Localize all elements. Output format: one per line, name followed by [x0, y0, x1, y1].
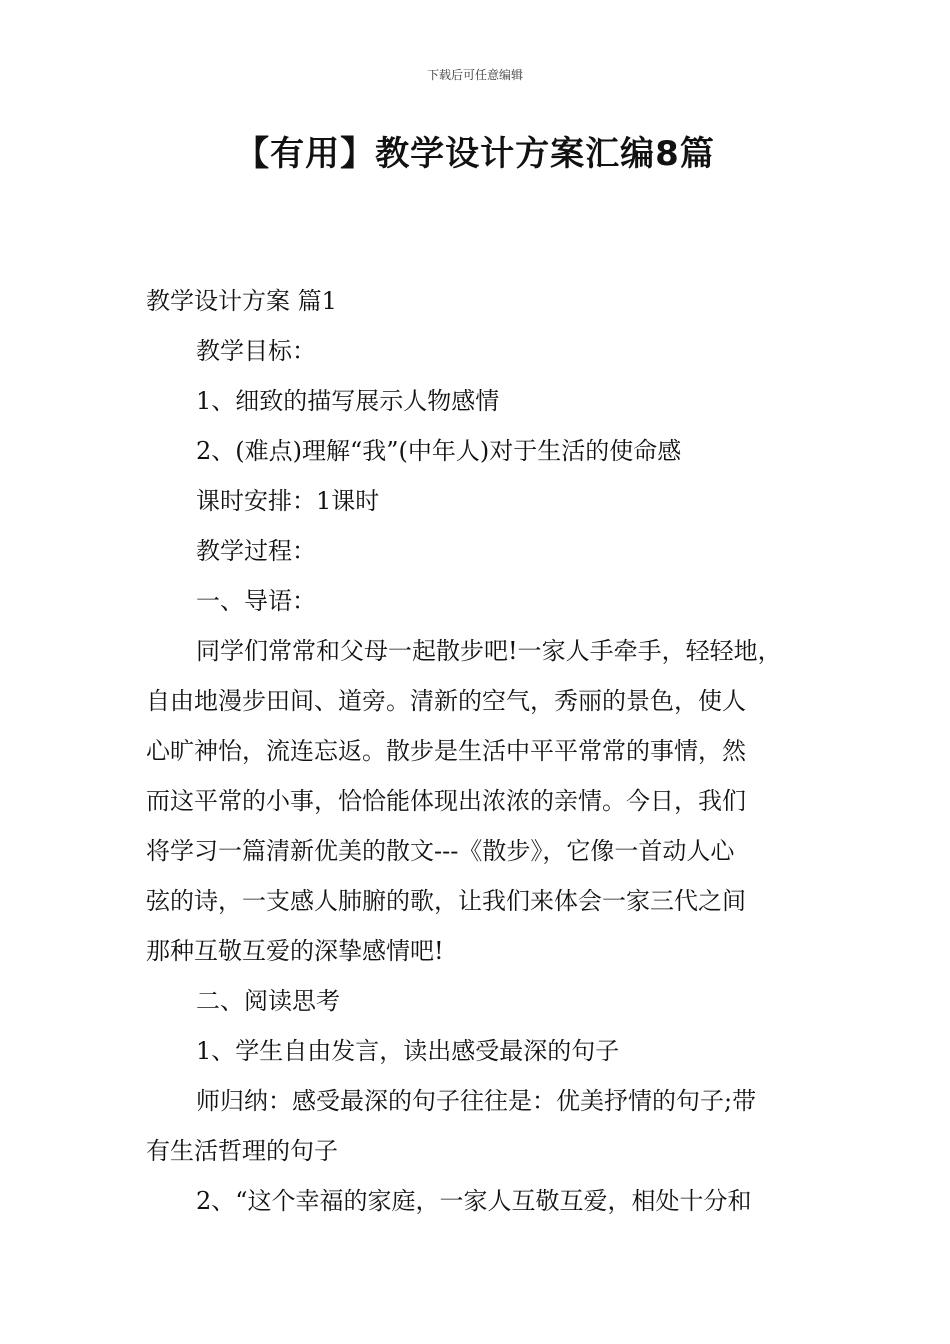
paragraph-line: 师归纳：感受最深的句子往往是：优美抒情的句子;带 [196, 1087, 757, 1115]
paragraph-line: 弦的诗，一支感人肺腑的歌，让我们来体会一家三代之间 [146, 887, 746, 915]
paragraph-line: 1、学生自由发言，读出感受最深的句子 [196, 1037, 620, 1065]
paragraph-line: 1、细致的描写展示人物感情 [196, 387, 500, 415]
paragraph-line: 二、阅读思考 [196, 987, 340, 1015]
paragraph-line: 自由地漫步田间、道旁。清新的空气，秀丽的景色，使人 [146, 687, 746, 715]
paragraph-line: 2、“这个幸福的家庭，一家人互敬互爱，相处十分和 [196, 1187, 752, 1215]
document-body [146, 276, 816, 1226]
paragraph-line: 心旷神怡，流连忘返。散步是生活中平平常常的事情，然 [146, 737, 746, 765]
paragraph-line: 而这平常的小事，恰恰能体现出浓浓的亲情。今日，我们 [146, 787, 746, 815]
paragraph-line: 同学们常常和父母一起散步吧!一家人手牵手，轻轻地， [196, 637, 782, 665]
header-note: 下载后可任意编辑 [426, 68, 523, 82]
paragraph-line: 2、(难点)理解“我”(中年人)对于生活的使命感 [196, 437, 682, 465]
paragraph-line: 将学习一篇清新优美的散文---《散步》，它像一首动人心 [146, 837, 735, 865]
paragraph-line: 一、导语： [196, 587, 316, 615]
paragraph-line: 有生活哲理的句子 [146, 1137, 338, 1165]
paragraph-line: 教学目标： [196, 337, 316, 365]
paragraph-line: 教学设计方案 篇1 [146, 287, 337, 315]
document-title: 【有用】教学设计方案汇编8篇 [235, 134, 715, 174]
paragraph-line: 教学过程： [196, 537, 316, 565]
paragraph-line: 那种互敬互爱的深挚感情吧! [146, 937, 444, 965]
paragraph-line: 课时安排：1课时 [196, 487, 380, 515]
